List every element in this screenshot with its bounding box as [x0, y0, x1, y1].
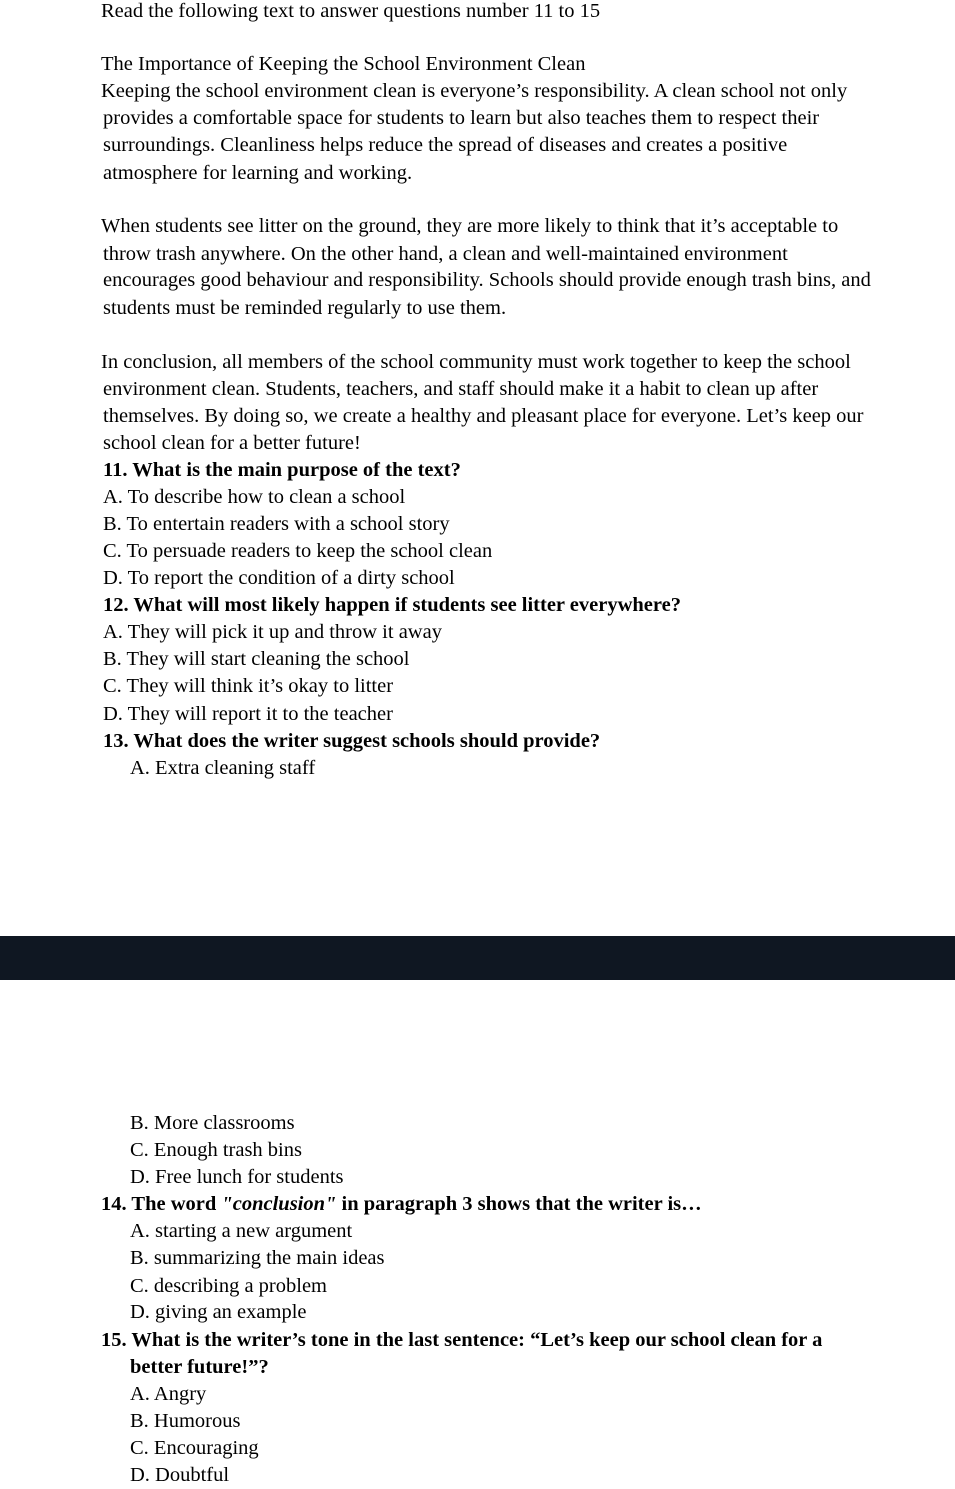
- question-heading: [103, 457, 461, 484]
- answer-option: A. Angry: [130, 1383, 207, 1405]
- question-text: What does the writer suggest schools should provide?: [133, 730, 601, 752]
- answer-option: C. To persuade readers to keep the school clean: [103, 540, 493, 562]
- answer-option: D. Doubtful: [130, 1464, 230, 1486]
- question-heading: [101, 1191, 702, 1218]
- paragraph-line: atmosphere for learning and working.: [103, 162, 413, 184]
- paragraph-line: Keeping the school environment clean is everyone’s responsibility. A clean school not only: [101, 80, 848, 102]
- question-text: What will most likely happen if students see litter everywhere?: [133, 594, 681, 616]
- answer-option: B. More classrooms: [130, 1112, 295, 1134]
- question-text-before: The word: [131, 1193, 222, 1215]
- answer-option: B. To entertain readers with a school story: [103, 513, 450, 535]
- question-keyword: "conclusion": [221, 1193, 337, 1215]
- page-divider: [0, 936, 955, 980]
- question-text: What is the writer’s tone in the last sentence: “Let’s keep our school clean for a: [131, 1329, 823, 1351]
- answer-option: C. Enough trash bins: [130, 1139, 302, 1161]
- paragraph-line: surroundings. Cleanliness helps reduce the spread of diseases and creates a positive: [103, 134, 788, 156]
- question-heading: [103, 728, 600, 755]
- answer-option: A. To describe how to clean a school: [103, 486, 406, 508]
- question-heading: [101, 1327, 822, 1354]
- paragraph-line: provides a comfortable space for students to learn but also teaches them to respect their: [103, 107, 820, 129]
- answer-option: D. They will report it to the teacher: [103, 703, 393, 725]
- paragraph-line: environment clean. Students, teachers, and staff should make it a habit to clean up after: [103, 378, 819, 400]
- question-text: What is the main purpose of the text?: [132, 459, 461, 481]
- question-text-continued: better future!”?: [130, 1356, 269, 1378]
- answer-option: A. They will pick it up and throw it away: [103, 621, 442, 643]
- question-text-after: in paragraph 3 shows that the writer is…: [336, 1193, 702, 1215]
- question-number: 15.: [101, 1329, 127, 1351]
- answer-option: C. Encouraging: [130, 1437, 259, 1459]
- passage-title: The Importance of Keeping the School Environment Clean: [101, 53, 586, 75]
- answer-option: B. Humorous: [130, 1410, 241, 1432]
- answer-option: C. They will think it’s okay to litter: [103, 675, 394, 697]
- question-number: 13.: [103, 730, 129, 752]
- question-heading: [103, 592, 681, 619]
- answer-option: D. Free lunch for students: [130, 1166, 344, 1188]
- answer-option: B. They will start cleaning the school: [103, 648, 410, 670]
- paragraph-line: themselves. By doing so, we create a healthy and pleasant place for everyone. Let’s keep our: [103, 405, 864, 427]
- question-number: 11.: [103, 459, 128, 481]
- paragraph-line: school clean for a better future!: [103, 432, 361, 454]
- answer-option: D. giving an example: [130, 1301, 307, 1323]
- instruction-text: Read the following text to answer questions number 11 to 15: [101, 0, 601, 22]
- question-number: 12.: [103, 594, 129, 616]
- paragraph-line: When students see litter on the ground, they are more likely to think that it’s acceptable to: [101, 215, 839, 237]
- answer-option: D. To report the condition of a dirty school: [103, 567, 455, 589]
- paragraph-line: students must be reminded regularly to use them.: [103, 297, 507, 319]
- paragraph-line: throw trash anywhere. On the other hand, a clean and well-maintained environment: [103, 243, 788, 265]
- answer-option: C. describing a problem: [130, 1275, 327, 1297]
- paragraph-line: In conclusion, all members of the school community must work together to keep the school: [101, 351, 851, 373]
- answer-option: A. Extra cleaning staff: [130, 757, 316, 779]
- paragraph-line: encourages good behaviour and responsibility. Schools should provide enough trash bins, and: [103, 269, 871, 291]
- answer-option: A. starting a new argument: [130, 1220, 353, 1242]
- question-number: 14.: [101, 1193, 127, 1215]
- answer-option: B. summarizing the main ideas: [130, 1247, 385, 1269]
